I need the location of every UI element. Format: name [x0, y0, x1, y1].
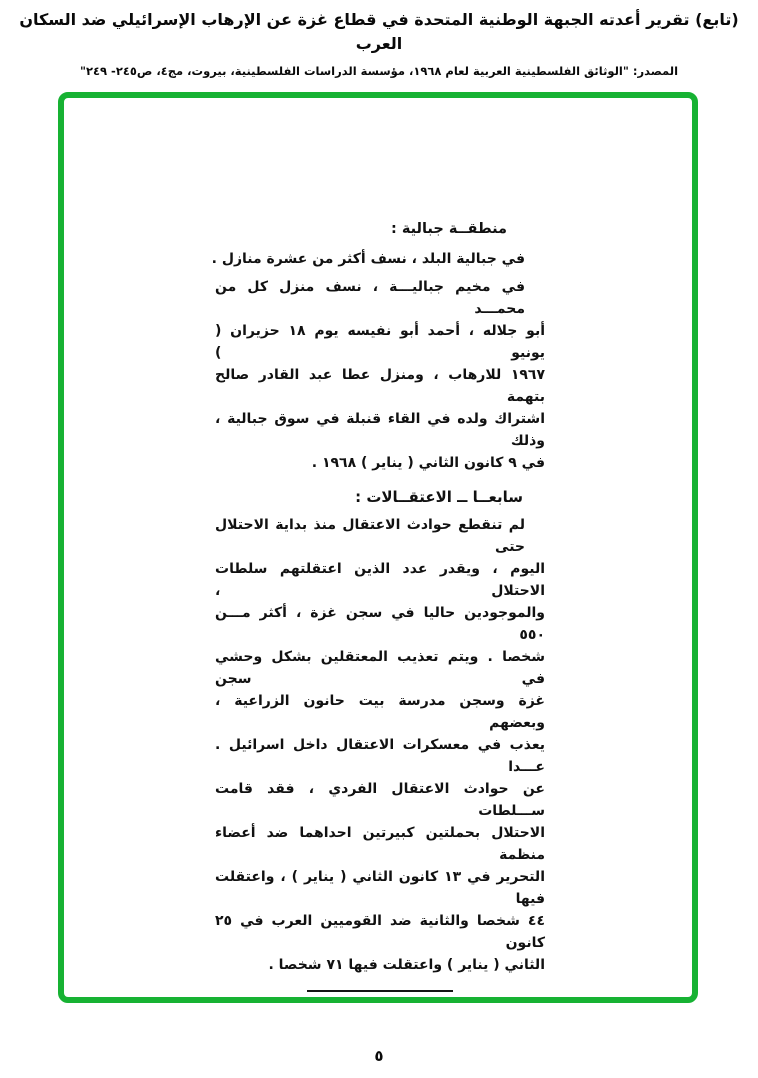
- page-number: ٥: [374, 1047, 384, 1065]
- paragraph-arrests: [215, 514, 545, 976]
- section-heading-arrests: سابعــا ــ الاعتقــالات :: [355, 488, 523, 506]
- text-line: التحرير في ١٣ كانون الثاني ( يناير ) ، واعتقلت فيها: [215, 869, 545, 907]
- paragraph-jabalia-town: في جبالية البلد ، نسف أكثر من عشرة منازل .: [211, 251, 525, 267]
- text-line: الاحتلال بحملتين كبيرتين احداهما ضد أعضاء منظمة: [215, 825, 545, 863]
- section-label-jabalia: منطقــة جبالية :: [390, 221, 507, 237]
- text-line: غزة وسجن مدرسة بيت حانون الزراعية ، وبعضهم: [215, 693, 545, 731]
- text-line: اشتراك ولده في القاء قنبلة في سوق جبالية ، وذلك: [215, 411, 545, 449]
- text-line: شخصا . ويتم تعذيب المعتقلين بشكل وحشي في سجن: [215, 649, 545, 687]
- text-line: أبو جلاله ، أحمد أبو نفيسه يوم ١٨ حزيران ( يونيو ): [215, 323, 545, 361]
- end-divider-rule: [307, 990, 453, 992]
- report-title: (تابع) تقرير أعدته الجبهة الوطنية المتحدة في قطاع غزة عن الإرهاب الإسرائيلي ضد السكان العرب: [19, 10, 739, 53]
- text-line: الثاني ( يناير ) واعتقلت فيها ٧١ شخصا .: [268, 957, 545, 973]
- text-line: يعذب في معسكرات الاعتقال داخل اسرائيل . عـــدا: [215, 737, 545, 775]
- text-line: اليوم ، ويقدر عدد الذين اعتقلتهم سلطات الاحتلال ،: [215, 561, 545, 599]
- page-footer: [0, 1046, 758, 1065]
- text-line: عن حوادث الاعتقال الفردي ، فقد قامت ســـلطات: [215, 781, 545, 819]
- text-line: والموجودين حاليا في سجن غزة ، أكثر مـــن ٥٥٠: [215, 605, 545, 643]
- green-document-frame: [58, 92, 698, 1003]
- text-line: ٤٤ شخصا والثانية ضد القوميين العرب في ٢٥ كانون: [215, 913, 545, 951]
- text-line: ١٩٦٧ للارهاب ، ومنزل عطا عبد القادر صالح بتهمة: [215, 367, 545, 405]
- report-source-citation: المصدر: "الوثائق الفلسطينية العربية لعام ١٩٦٨، مؤسسة الدراسات الفلسطينية، بيروت، مج٤، ص٢٤٥- ٢٤٩": [79, 64, 679, 78]
- document-text-column: [211, 98, 545, 992]
- text-line: في ٩ كانون الثاني ( يناير ) ١٩٦٨ .: [311, 455, 545, 471]
- text-line: لم تنقطع حوادث الاعتقال منذ بداية الاحتلال حتى: [215, 517, 525, 555]
- page-header: [0, 8, 758, 78]
- text-line: في مخيم جباليـــة ، نسف منزل كل من محمـــد: [215, 279, 525, 317]
- paragraph-jabalia-camp: [215, 276, 545, 474]
